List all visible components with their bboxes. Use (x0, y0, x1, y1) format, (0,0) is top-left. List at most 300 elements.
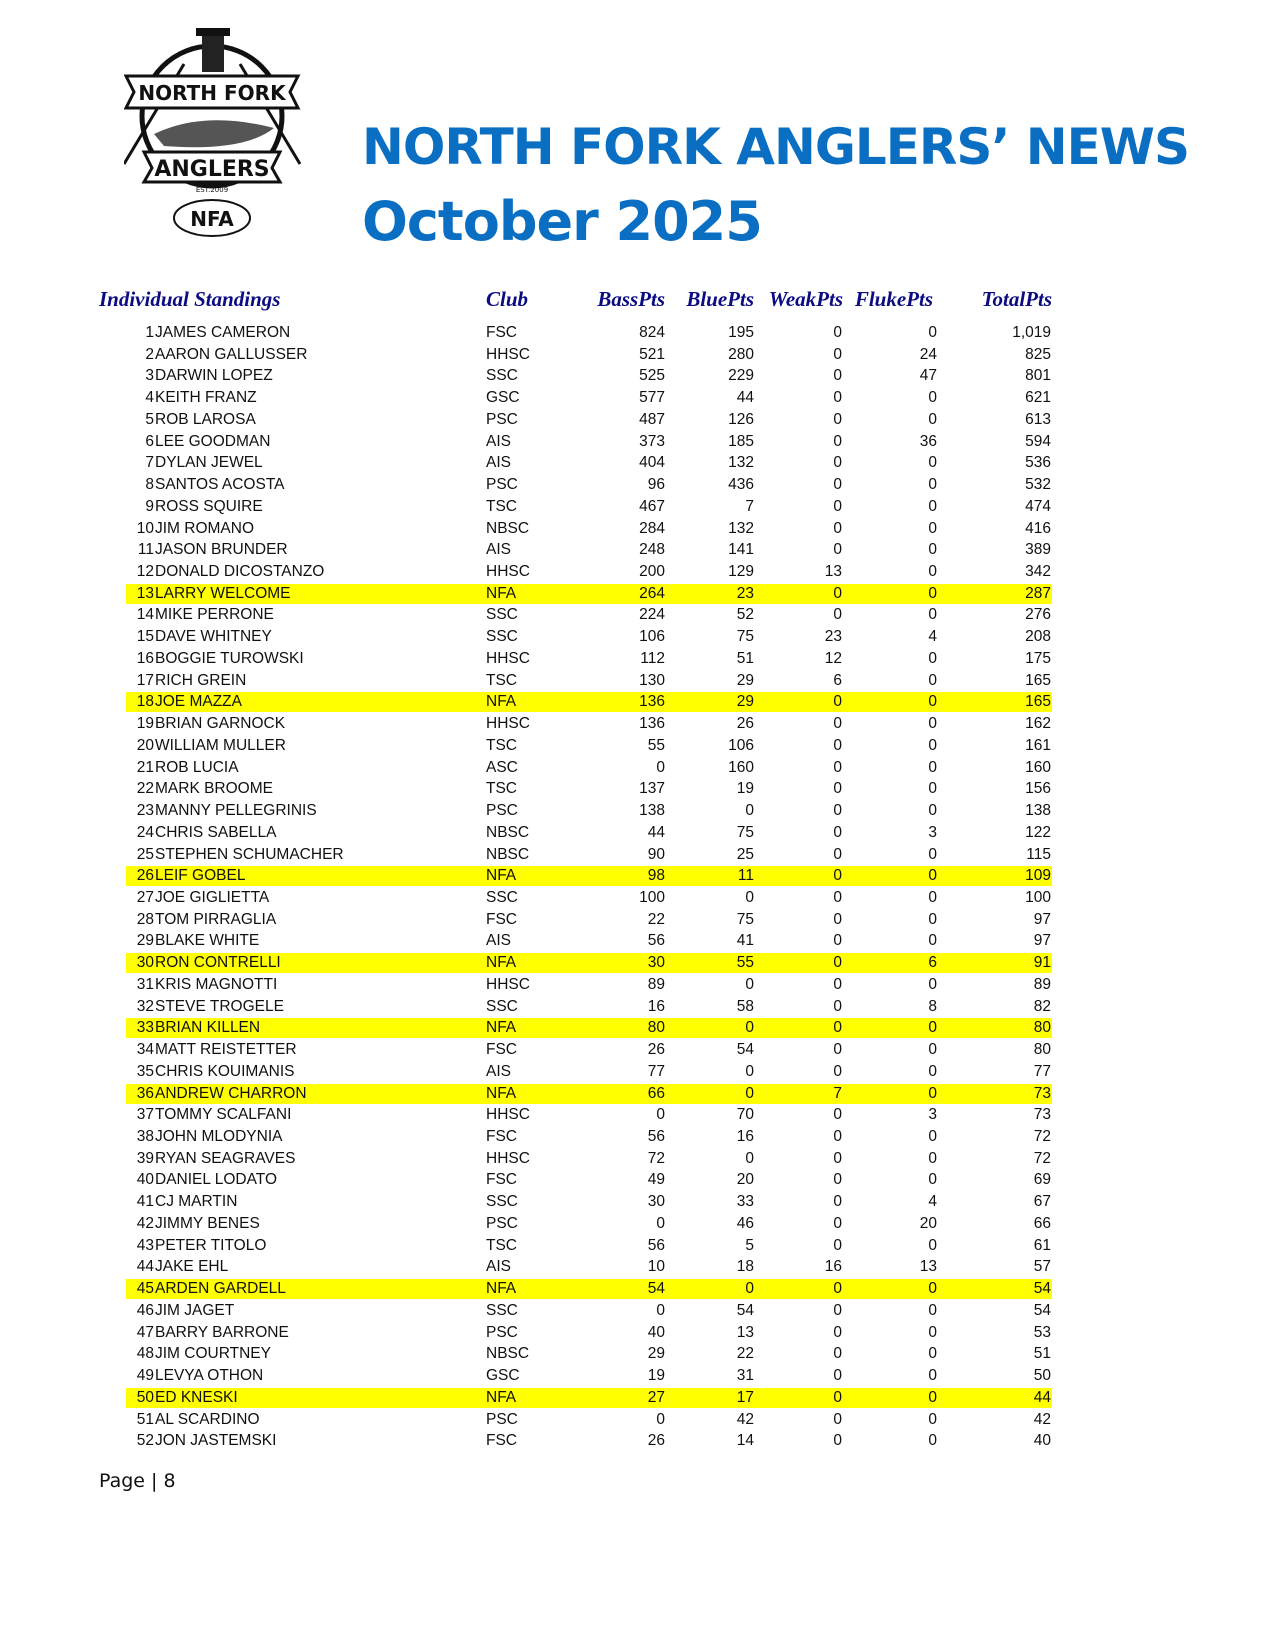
cell-bass: 96 (647, 476, 665, 494)
cell-rank: 44 (136, 1258, 154, 1276)
cell-bass: 30 (647, 1193, 665, 1211)
cell-blue: 11 (737, 867, 754, 885)
cell-club: AIS (486, 1062, 511, 1080)
table-row (126, 975, 1052, 995)
cell-bass: 54 (647, 1280, 665, 1298)
cell-rank: 7 (145, 454, 154, 472)
cell-total: 72 (1033, 1149, 1051, 1167)
cell-total: 97 (1033, 910, 1051, 928)
cell-total: 1,019 (1012, 324, 1051, 341)
cell-fluke: 13 (919, 1258, 937, 1276)
table-row (126, 1236, 1052, 1256)
cell-bass: 72 (647, 1149, 665, 1167)
table-row (126, 1366, 1052, 1386)
cell-name: ROB LUCIA (155, 758, 239, 776)
table-row (126, 1214, 1052, 1234)
cell-fluke: 0 (928, 541, 937, 559)
table-row-highlighted (126, 1279, 1052, 1299)
table-row (126, 1105, 1052, 1125)
cell-rank: 26 (136, 867, 154, 885)
cell-name: RON CONTRELLI (155, 954, 281, 972)
cell-fluke: 0 (928, 389, 937, 407)
table-row (126, 823, 1052, 843)
cell-fluke: 0 (928, 910, 937, 928)
cell-fluke: 0 (928, 1041, 937, 1059)
cell-fluke: 47 (919, 367, 937, 385)
table-row-highlighted (126, 866, 1052, 886)
cell-club: HHSC (486, 975, 530, 993)
cell-club: NBSC (486, 823, 530, 841)
cell-bass: 26 (647, 1041, 665, 1059)
cell-name: JIM COURTNEY (155, 1345, 271, 1363)
cell-bass: 130 (639, 671, 665, 689)
table-row (126, 758, 1052, 778)
cell-name: JIM ROMANO (155, 519, 255, 537)
table-row-highlighted (126, 953, 1052, 973)
cell-fluke: 3 (928, 823, 937, 841)
table-row (126, 1149, 1052, 1169)
cell-bass: 264 (639, 584, 665, 602)
cell-weak: 0 (833, 1171, 842, 1189)
cell-club: FSC (486, 1432, 517, 1450)
table-row (126, 475, 1052, 495)
cell-bass: 0 (656, 758, 665, 776)
cell-bass: 56 (647, 932, 665, 950)
cell-name: ROSS SQUIRE (155, 497, 263, 515)
cell-bass: 0 (656, 1410, 665, 1428)
cell-blue: 75 (736, 823, 754, 841)
cell-fluke: 0 (928, 758, 937, 776)
cell-weak: 0 (833, 1019, 842, 1037)
svg-text:NORTH FORK: NORTH FORK (138, 81, 286, 105)
cell-rank: 41 (136, 1193, 154, 1211)
col-header-standings: Individual Standings (99, 287, 281, 311)
table-row (126, 1301, 1052, 1321)
cell-club: FSC (486, 1171, 517, 1189)
table-row (126, 1040, 1052, 1060)
cell-bass: 49 (647, 1171, 665, 1189)
table-row (126, 605, 1052, 625)
cell-total: 42 (1033, 1410, 1051, 1428)
svg-text:NFA: NFA (190, 207, 234, 231)
cell-weak: 0 (833, 823, 842, 841)
cell-club: HHSC (486, 563, 530, 581)
cell-name: JOE GIGLIETTA (155, 888, 270, 906)
cell-fluke: 0 (928, 497, 937, 515)
cell-weak: 13 (824, 563, 842, 581)
cell-bass: 77 (647, 1062, 665, 1080)
cell-fluke: 24 (919, 345, 937, 363)
cell-club: SSC (486, 1301, 518, 1319)
cell-weak: 6 (833, 671, 842, 689)
cell-club: NFA (486, 1280, 517, 1298)
cell-name: SANTOS ACOSTA (155, 476, 285, 494)
cell-blue: 141 (728, 541, 754, 559)
cell-bass: 80 (647, 1019, 665, 1037)
cell-rank: 30 (136, 954, 154, 972)
cell-blue: 5 (745, 1236, 754, 1254)
cell-total: 594 (1025, 432, 1051, 450)
cell-blue: 25 (736, 845, 754, 863)
cell-name: MANNY PELLEGRINIS (155, 802, 317, 820)
cell-fluke: 6 (928, 954, 937, 972)
newsletter-title: NORTH FORK ANGLERS’ NEWS (362, 118, 1189, 176)
cell-total: 165 (1025, 671, 1051, 689)
cell-fluke: 0 (928, 1388, 937, 1406)
cell-name: STEVE TROGELE (155, 997, 284, 1015)
cell-club: HHSC (486, 345, 530, 363)
cell-blue: 0 (745, 1149, 754, 1167)
cell-weak: 0 (833, 802, 842, 820)
cell-bass: 98 (647, 867, 665, 885)
cell-weak: 0 (833, 1193, 842, 1211)
cell-name: CHRIS SABELLA (155, 823, 277, 841)
cell-fluke: 0 (928, 649, 937, 667)
cell-weak: 12 (824, 649, 842, 667)
cell-name: LEVYA OTHON (155, 1367, 264, 1385)
cell-rank: 34 (136, 1041, 154, 1059)
cell-total: 160 (1025, 758, 1051, 776)
cell-rank: 15 (136, 628, 154, 646)
cell-fluke: 0 (928, 1301, 937, 1319)
table-row (126, 714, 1052, 734)
cell-fluke: 0 (928, 780, 937, 798)
cell-fluke: 0 (928, 736, 937, 754)
table-row (126, 1410, 1052, 1430)
cell-bass: 44 (647, 823, 665, 841)
table-row (126, 931, 1052, 951)
cell-blue: 58 (736, 997, 754, 1015)
cell-club: PSC (486, 410, 518, 428)
cell-total: 80 (1033, 1041, 1051, 1059)
cell-bass: 224 (639, 606, 665, 624)
table-row-highlighted (126, 692, 1052, 712)
cell-weak: 0 (833, 1301, 842, 1319)
cell-bass: 56 (647, 1128, 665, 1145)
cell-rank: 22 (136, 780, 154, 798)
cell-bass: 66 (647, 1084, 665, 1102)
cell-club: TSC (486, 1236, 517, 1254)
cell-name: KRIS MAGNOTTI (155, 975, 278, 993)
cell-blue: 0 (745, 802, 754, 820)
table-row (126, 910, 1052, 930)
cell-name: BOGGIE TUROWSKI (155, 649, 304, 667)
cell-bass: 487 (639, 410, 665, 428)
cell-blue: 70 (736, 1106, 754, 1124)
cell-club: SSC (486, 1193, 518, 1211)
cell-name: MIKE PERRONE (155, 606, 274, 624)
cell-club: TSC (486, 671, 517, 689)
cell-weak: 0 (833, 888, 842, 906)
cell-total: 165 (1025, 693, 1051, 711)
cell-bass: 137 (639, 780, 665, 798)
table-row (126, 388, 1052, 408)
cell-total: 73 (1033, 1084, 1051, 1102)
cell-blue: 132 (728, 454, 754, 472)
table-row (126, 323, 1052, 343)
cell-name: LEIF GOBEL (155, 867, 246, 885)
table-row (126, 736, 1052, 756)
cell-blue: 17 (736, 1388, 754, 1406)
cell-club: NFA (486, 693, 517, 711)
cell-blue: 13 (736, 1323, 754, 1341)
table-row (126, 627, 1052, 647)
cell-blue: 0 (745, 888, 754, 906)
cell-bass: 284 (639, 519, 665, 537)
cell-total: 536 (1025, 454, 1051, 472)
cell-weak: 0 (833, 432, 842, 450)
cell-weak: 0 (833, 932, 842, 950)
cell-rank: 10 (136, 519, 154, 537)
cell-club: AIS (486, 932, 511, 950)
cell-fluke: 0 (928, 476, 937, 494)
svg-text:ANGLERS: ANGLERS (154, 157, 270, 182)
cell-total: 115 (1026, 845, 1051, 863)
cell-name: RICH GREIN (155, 671, 247, 689)
cell-weak: 0 (833, 1128, 842, 1145)
cell-rank: 29 (136, 932, 154, 950)
cell-weak: 0 (833, 1345, 842, 1363)
cell-name: LARRY WELCOME (155, 584, 291, 602)
cell-weak: 0 (833, 736, 842, 754)
col-header-weak: WeakPts (768, 287, 843, 311)
cell-bass: 27 (647, 1388, 665, 1406)
cell-weak: 0 (833, 1106, 842, 1124)
cell-total: 100 (1025, 888, 1051, 906)
cell-blue: 14 (736, 1432, 754, 1450)
cell-rank: 52 (136, 1432, 154, 1450)
cell-fluke: 8 (928, 997, 937, 1015)
cell-bass: 19 (647, 1367, 665, 1385)
cell-total: 138 (1025, 802, 1051, 820)
table-row (126, 562, 1052, 582)
cell-name: ARDEN GARDELL (155, 1280, 286, 1298)
cell-rank: 40 (136, 1171, 154, 1189)
table-row (126, 997, 1052, 1017)
cell-rank: 25 (136, 845, 154, 863)
table-row (126, 410, 1052, 430)
cell-weak: 0 (833, 476, 842, 494)
cell-rank: 20 (136, 736, 154, 754)
cell-fluke: 0 (928, 1367, 937, 1385)
cell-name: JAMES CAMERON (155, 324, 291, 341)
cell-total: 61 (1033, 1236, 1051, 1254)
cell-total: 66 (1033, 1214, 1051, 1232)
cell-rank: 24 (136, 823, 154, 841)
cell-fluke: 4 (928, 1193, 937, 1211)
cell-name: ED KNESKI (155, 1388, 238, 1406)
table-row (126, 432, 1052, 452)
cell-club: FSC (486, 1128, 517, 1145)
col-header-club: Club (486, 287, 529, 311)
cell-club: HHSC (486, 1106, 530, 1124)
cell-name: DAVE WHITNEY (155, 628, 272, 646)
table-row-highlighted (126, 1018, 1052, 1038)
table-row (126, 1257, 1052, 1277)
cell-blue: 436 (728, 476, 754, 494)
cell-fluke: 0 (928, 845, 937, 863)
table-row (126, 1170, 1052, 1190)
cell-fluke: 0 (928, 1345, 937, 1363)
cell-club: AIS (486, 541, 511, 559)
cell-weak: 0 (833, 1388, 842, 1406)
cell-rank: 2 (145, 345, 154, 363)
cell-name: DARWIN LOPEZ (155, 367, 273, 385)
cell-name: AL SCARDINO (155, 1410, 260, 1428)
cell-name: TOM PIRRAGLIA (155, 910, 277, 928)
cell-club: HHSC (486, 1149, 530, 1167)
cell-bass: 0 (656, 1106, 665, 1124)
cell-total: 532 (1025, 476, 1051, 494)
cell-bass: 89 (647, 975, 665, 993)
cell-total: 77 (1033, 1062, 1051, 1080)
cell-bass: 56 (647, 1236, 665, 1254)
cell-fluke: 0 (928, 1062, 937, 1080)
cell-weak: 0 (833, 867, 842, 885)
cell-weak: 16 (824, 1258, 842, 1276)
cell-club: SSC (486, 997, 518, 1015)
table-row (126, 671, 1052, 691)
cell-weak: 0 (833, 1367, 842, 1385)
table-row (126, 1127, 1052, 1147)
cell-total: 156 (1025, 780, 1051, 798)
cell-fluke: 0 (928, 1019, 937, 1037)
cell-blue: 229 (728, 367, 754, 385)
table-row (126, 1344, 1052, 1364)
cell-total: 50 (1033, 1367, 1051, 1385)
cell-blue: 31 (736, 1367, 754, 1385)
col-header-bass: BassPts (597, 287, 665, 311)
cell-name: JIM JAGET (155, 1301, 235, 1319)
cell-name: KEITH FRANZ (155, 389, 257, 407)
cell-fluke: 36 (919, 432, 937, 450)
cell-club: PSC (486, 1323, 518, 1341)
cell-blue: 20 (736, 1171, 754, 1189)
cell-club: NFA (486, 584, 517, 602)
cell-blue: 0 (745, 975, 754, 993)
cell-blue: 280 (728, 345, 754, 363)
cell-name: MARK BROOME (155, 780, 273, 798)
cell-rank: 47 (136, 1323, 154, 1341)
cell-total: 276 (1025, 606, 1051, 624)
cell-name: DONALD DICOSTANZO (155, 563, 325, 581)
cell-rank: 27 (136, 888, 154, 906)
cell-name: TOMMY SCALFANI (155, 1106, 292, 1124)
cell-blue: 55 (736, 954, 754, 972)
table-row (126, 649, 1052, 669)
cell-name: WILLIAM MULLER (155, 736, 286, 754)
cell-name: ANDREW CHARRON (155, 1084, 307, 1102)
cell-club: SSC (486, 606, 518, 624)
cell-club: PSC (486, 1214, 518, 1232)
cell-fluke: 0 (928, 584, 937, 602)
cell-bass: 0 (656, 1214, 665, 1232)
cell-bass: 26 (647, 1432, 665, 1450)
cell-bass: 112 (640, 649, 665, 667)
cell-rank: 3 (145, 367, 154, 385)
cell-total: 621 (1025, 389, 1051, 407)
cell-club: FSC (486, 324, 517, 341)
cell-club: FSC (486, 1041, 517, 1059)
table-row (126, 497, 1052, 517)
cell-rank: 1 (145, 324, 154, 341)
cell-fluke: 4 (928, 628, 937, 646)
cell-name: LEE GOODMAN (155, 432, 271, 450)
cell-blue: 52 (736, 606, 754, 624)
cell-weak: 0 (833, 541, 842, 559)
col-header-blue: BluePts (686, 287, 754, 311)
cell-total: 82 (1033, 997, 1051, 1015)
cell-fluke: 0 (928, 888, 937, 906)
cell-blue: 22 (736, 1345, 754, 1363)
cell-weak: 0 (833, 780, 842, 798)
table-row (126, 1062, 1052, 1082)
cell-rank: 21 (136, 758, 154, 776)
cell-blue: 0 (745, 1280, 754, 1298)
cell-name: CJ MARTIN (155, 1193, 238, 1211)
cell-fluke: 0 (928, 563, 937, 581)
cell-total: 175 (1025, 649, 1051, 667)
cell-total: 109 (1025, 867, 1051, 885)
cell-rank: 37 (136, 1106, 154, 1124)
cell-weak: 0 (833, 497, 842, 515)
cell-weak: 0 (833, 1041, 842, 1059)
cell-rank: 48 (136, 1345, 154, 1363)
cell-rank: 23 (136, 802, 154, 820)
cell-name: BRIAN KILLEN (155, 1019, 261, 1037)
cell-club: AIS (486, 432, 511, 450)
cell-blue: 54 (736, 1301, 754, 1319)
cell-total: 57 (1033, 1258, 1051, 1276)
cell-weak: 7 (833, 1084, 842, 1102)
cell-fluke: 0 (928, 519, 937, 537)
cell-name: ROB LAROSA (155, 410, 256, 428)
cell-name: MATT REISTETTER (155, 1041, 297, 1059)
cell-weak: 0 (833, 758, 842, 776)
cell-fluke: 0 (928, 1084, 937, 1102)
cell-weak: 0 (833, 367, 842, 385)
cell-club: NBSC (486, 845, 530, 863)
cell-blue: 0 (745, 1084, 754, 1102)
cell-blue: 185 (728, 432, 754, 450)
cell-bass: 521 (639, 345, 665, 363)
cell-club: SSC (486, 628, 518, 646)
cell-blue: 126 (728, 410, 754, 428)
cell-bass: 100 (639, 888, 665, 906)
cell-blue: 132 (728, 519, 754, 537)
cell-blue: 18 (736, 1258, 754, 1276)
cell-name: DANIEL LODATO (155, 1171, 278, 1189)
cell-club: PSC (486, 476, 518, 494)
cell-total: 416 (1025, 519, 1051, 537)
cell-blue: 75 (736, 910, 754, 928)
cell-weak: 0 (833, 389, 842, 407)
cell-name: JON JASTEMSKI (155, 1432, 277, 1450)
cell-total: 474 (1025, 497, 1051, 515)
cell-total: 67 (1033, 1193, 1051, 1211)
cell-rank: 49 (136, 1367, 154, 1385)
cell-total: 342 (1025, 563, 1051, 581)
cell-weak: 0 (833, 845, 842, 863)
cell-total: 208 (1025, 628, 1051, 646)
cell-fluke: 0 (928, 693, 937, 711)
cell-rank: 36 (136, 1084, 154, 1102)
cell-rank: 46 (136, 1301, 154, 1319)
cell-fluke: 0 (928, 715, 937, 733)
cell-club: SSC (486, 367, 518, 385)
cell-bass: 55 (647, 736, 665, 754)
cell-name: RYAN SEAGRAVES (155, 1149, 296, 1167)
